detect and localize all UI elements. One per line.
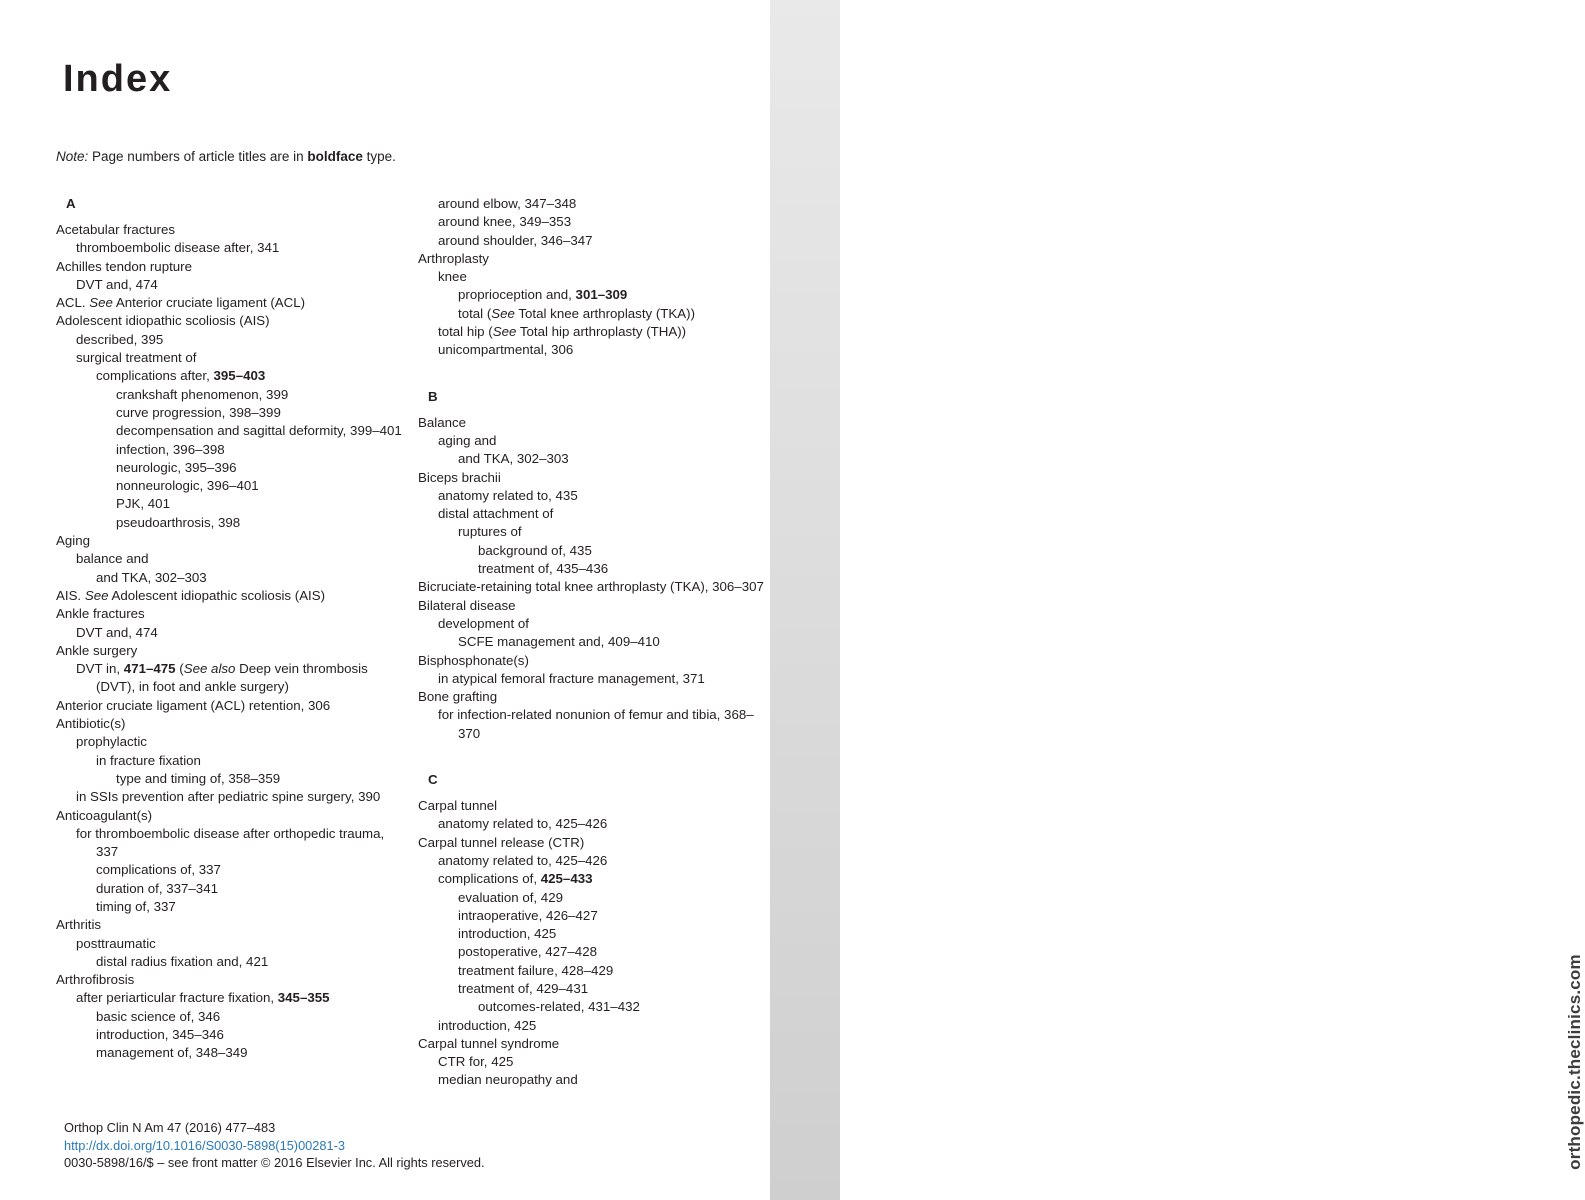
journal-website: orthopedic.theclinics.com [1565, 954, 1584, 1170]
index-entry [56, 989, 406, 1007]
entry-text: PJK, 401 [116, 496, 170, 512]
entry-text: described, 395 [76, 331, 164, 347]
index-entry [56, 294, 406, 312]
entry-text: Bone grafting [418, 689, 498, 705]
entry-text: for infection-related nonunion of femur and tibia, 368–370 [438, 707, 754, 741]
index-entry [56, 880, 406, 898]
entry-text: type and timing of, 358–359 [116, 770, 281, 786]
entry-text: Total hip arthroplasty (THA)) [516, 324, 687, 340]
entry-text: anatomy related to, 425–426 [438, 852, 608, 868]
index-entry [418, 834, 768, 852]
entry-text: Arthrofibrosis [56, 972, 135, 988]
entry-text: ruptures of [458, 524, 522, 540]
entry-text: Carpal tunnel [418, 798, 498, 814]
page-title: Index [63, 58, 173, 100]
entry-text: Acetabular fractures [56, 222, 175, 237]
note-text-end: type. [362, 149, 396, 164]
entry-text: in SSIs prevention after pediatric spine surgery, 390 [76, 789, 381, 805]
index-entry [56, 916, 406, 934]
entry-text: DVT and, 474 [76, 624, 158, 640]
index-entry [56, 404, 406, 422]
index-entry [56, 1008, 406, 1026]
index-entry [56, 477, 406, 495]
index-entry [418, 907, 768, 925]
index-entry [418, 962, 768, 980]
index-entry [56, 752, 406, 770]
index-entry [56, 788, 406, 806]
entry-text: Antibiotic(s) [56, 716, 126, 732]
index-entry [56, 1026, 406, 1044]
index-entry [418, 505, 768, 523]
doi-link[interactable]: http://dx.doi.org/10.1016/S0030-5898(15)00281-3 [64, 1137, 346, 1153]
index-entry [418, 450, 768, 468]
entry-text: Anterior cruciate ligament (ACL) [112, 295, 306, 311]
index-note [56, 148, 396, 166]
index-entry [56, 770, 406, 788]
entry-see-italic: See [492, 324, 517, 340]
entry-text: unicompartmental, 306 [438, 342, 574, 358]
entry-page-bold: 471–475 [123, 661, 176, 677]
index-entry [56, 386, 406, 404]
entry-text: Anterior cruciate ligament (ACL) retention, 306 [56, 697, 331, 713]
entries-right-b [418, 414, 768, 743]
index-entry [418, 870, 768, 888]
entry-text: crankshaft phenomenon, 399 [116, 386, 289, 402]
index-entry [56, 367, 406, 385]
index-entry [56, 550, 406, 568]
entry-see-italic: See [89, 295, 113, 311]
citation: Orthop Clin N Am 47 (2016) 477–483 [64, 1120, 276, 1135]
entry-text: duration of, 337–341 [96, 880, 218, 896]
index-entry [418, 670, 768, 688]
index-entry [56, 587, 406, 605]
index-entry [56, 861, 406, 879]
index-entry [56, 276, 406, 294]
entry-text: SCFE management and, 409–410 [458, 634, 660, 650]
entry-text: complications of, 337 [96, 862, 221, 878]
entry-text: Carpal tunnel syndrome [418, 1035, 560, 1051]
entry-text: total hip ( [438, 324, 493, 340]
index-entry [418, 1071, 768, 1089]
index-entry [56, 642, 406, 660]
index-entry [418, 250, 768, 268]
entry-text: treatment of, 429–431 [458, 980, 589, 996]
entry-text: neurologic, 395–396 [116, 459, 237, 475]
index-column-right [418, 195, 768, 1090]
index-entry [418, 213, 768, 231]
entry-text: complications after, [96, 368, 214, 384]
entries-right-c [418, 797, 768, 1090]
index-entry [56, 495, 406, 513]
entry-text: proprioception and, [458, 287, 576, 303]
entry-text: Balance [418, 414, 467, 430]
index-entry [418, 487, 768, 505]
index-entry [56, 258, 406, 276]
index-entry [418, 341, 768, 359]
entries-right-a [418, 195, 768, 360]
entry-page-bold: 395–403 [213, 368, 266, 384]
entry-text: AIS. [56, 587, 85, 603]
index-entry [56, 312, 406, 330]
index-entry [56, 221, 406, 239]
index-entry [418, 943, 768, 961]
copyright: 0030-5898/16/$ – see front matter © 2016 Elsevier Inc. All rights reserved. [64, 1155, 485, 1170]
index-entry [418, 542, 768, 560]
entry-text: pseudoarthrosis, 398 [116, 514, 241, 530]
index-entry [418, 852, 768, 870]
entry-text: introduction, 345–346 [96, 1027, 224, 1043]
entry-text: distal attachment of [438, 506, 554, 522]
index-entry [56, 349, 406, 367]
entry-text: aging and [438, 432, 497, 448]
entry-text: in fracture fixation [96, 752, 201, 768]
index-entry [418, 597, 768, 615]
entry-text: DVT in, [76, 661, 124, 677]
entry-text: total ( [458, 305, 492, 321]
entry-text: DVT and, 474 [76, 276, 158, 292]
entry-text: Achilles tendon rupture [56, 258, 193, 274]
index-entry [418, 1053, 768, 1071]
index-entry [418, 1017, 768, 1035]
entry-text: infection, 396–398 [116, 441, 225, 457]
entry-text: around elbow, 347–348 [438, 196, 577, 211]
entry-text: and TKA, 302–303 [458, 451, 569, 467]
entry-text: nonneurologic, 396–401 [116, 478, 259, 494]
index-entry [418, 560, 768, 578]
index-entry [418, 578, 768, 596]
index-entry [418, 706, 768, 743]
entry-text: around shoulder, 346–347 [438, 232, 593, 248]
entry-text: CTR for, 425 [438, 1054, 514, 1070]
entry-text: prophylactic [76, 734, 147, 750]
index-entry [418, 469, 768, 487]
entry-text: Arthroplasty [418, 250, 489, 266]
entry-text: posttraumatic [76, 935, 156, 951]
entry-text: anatomy related to, 435 [438, 487, 578, 503]
letter-heading-a: A [66, 196, 76, 211]
entry-text: balance and [76, 551, 149, 567]
index-entry [418, 980, 768, 998]
index-entry [418, 652, 768, 670]
entry-text: anatomy related to, 425–426 [438, 816, 608, 832]
index-entry [56, 624, 406, 642]
entry-text: Total knee arthroplasty (TKA)) [514, 305, 696, 321]
index-entry [56, 422, 406, 440]
entry-text: basic science of, 346 [96, 1008, 221, 1024]
entry-text: management of, 348–349 [96, 1045, 248, 1061]
index-entry [56, 660, 406, 697]
entry-text: curve progression, 398–399 [116, 404, 281, 420]
letter-heading-b: B [428, 388, 438, 404]
index-entry [418, 1035, 768, 1053]
entry-text: and TKA, 302–303 [96, 569, 207, 585]
entry-text: Anticoagulant(s) [56, 807, 153, 823]
letter-heading-c: C [428, 772, 438, 788]
index-entry [418, 998, 768, 1016]
index-entry [418, 323, 768, 341]
entry-text: Carpal tunnel release (CTR) [418, 834, 585, 850]
entry-text: introduction, 425 [458, 926, 557, 942]
page-footer [64, 1119, 485, 1172]
index-entry [56, 459, 406, 477]
entry-text: introduction, 425 [438, 1017, 537, 1033]
entry-text: for thromboembolic disease after orthopedic trauma, 337 [76, 825, 385, 860]
index-entry [418, 815, 768, 833]
index-entry [56, 532, 406, 550]
entry-text: distal radius fixation and, 421 [96, 953, 269, 969]
note-label: Note: [56, 149, 89, 164]
index-entry [56, 825, 406, 862]
index-entry [418, 925, 768, 943]
entry-text: Bisphosphonate(s) [418, 652, 529, 668]
entry-text: decompensation and sagittal deformity, 399–401 [116, 423, 402, 439]
entry-text: treatment of, 435–436 [478, 561, 609, 577]
index-entry [56, 715, 406, 733]
index-entry [56, 605, 406, 623]
index-entry [56, 971, 406, 989]
entry-page-bold: 345–355 [277, 990, 330, 1006]
index-entry [56, 514, 406, 532]
index-entry [418, 432, 768, 450]
entry-text: Arthritis [56, 917, 102, 933]
entry-text: Bicruciate-retaining total knee arthroplasty (TKA), 306–307 [418, 579, 764, 595]
index-entry [418, 268, 768, 286]
entry-text: Adolescent idiopathic scoliosis (AIS) [108, 587, 326, 603]
index-entry [56, 239, 406, 257]
index-entry [56, 569, 406, 587]
index-entry [418, 414, 768, 432]
entry-text: Ankle fractures [56, 606, 145, 622]
index-entry [56, 697, 406, 715]
journal-sidebar [770, 0, 1584, 1200]
entry-text: timing of, 337 [96, 898, 176, 914]
index-entry [56, 935, 406, 953]
index-column-left [56, 195, 406, 1063]
entry-text: outcomes-related, 431–432 [478, 999, 640, 1015]
entry-text: postoperative, 427–428 [458, 944, 597, 960]
entry-text: evaluation of, 429 [458, 889, 563, 905]
entry-page-bold: 301–309 [575, 287, 628, 303]
entries-left [56, 221, 406, 1063]
index-entry [56, 1044, 406, 1062]
index-entry [56, 733, 406, 751]
index-entry [56, 441, 406, 459]
entry-text: Ankle surgery [56, 642, 138, 658]
index-entry [418, 633, 768, 651]
entry-text: treatment failure, 428–429 [458, 962, 614, 978]
section-gap [418, 743, 768, 771]
entry-text: Aging [56, 533, 91, 549]
entry-text: intraoperative, 426–427 [458, 907, 598, 923]
entry-text: median neuropathy and [438, 1072, 578, 1088]
entry-text: knee [438, 269, 467, 285]
entry-page-bold: 425–433 [540, 871, 593, 887]
index-entry [418, 797, 768, 815]
index-entry [418, 523, 768, 541]
entry-text: after periarticular fracture fixation, [76, 990, 278, 1006]
entry-text: ACL. [56, 295, 90, 311]
index-entry [418, 286, 768, 304]
index-entry [56, 331, 406, 349]
entry-text: in atypical femoral fracture management, 371 [438, 670, 705, 686]
entry-text: around knee, 349–353 [438, 214, 572, 230]
entry-text: surgical treatment of [76, 350, 197, 366]
note-bold-word: boldface [307, 149, 363, 164]
index-entry [56, 953, 406, 971]
index-entry [56, 898, 406, 916]
entry-text: development of [438, 615, 529, 631]
index-entry [56, 807, 406, 825]
index-entry [418, 688, 768, 706]
entry-text: Biceps brachii [418, 469, 501, 485]
index-entry [418, 615, 768, 633]
index-entry [418, 195, 768, 213]
entry-see-italic: See [491, 305, 515, 321]
entry-text: Bilateral disease [418, 597, 516, 613]
entry-text: thromboembolic disease after, 341 [76, 240, 280, 256]
entry-text: background of, 435 [478, 542, 592, 558]
section-gap [418, 360, 768, 388]
entry-text: Deep vein thrombosis (DVT), in foot and ankle surgery) [96, 661, 368, 695]
index-entry [418, 305, 768, 323]
index-entry [418, 889, 768, 907]
entry-see-italic: See [84, 587, 109, 603]
note-text: Page numbers of article titles are in [88, 149, 308, 164]
index-entry [418, 232, 768, 250]
entry-text: Adolescent idiopathic scoliosis (AIS) [56, 313, 270, 329]
entry-text: ( [175, 661, 184, 677]
entry-text: complications of, [438, 871, 541, 887]
entry-see-italic: See also [183, 661, 236, 677]
